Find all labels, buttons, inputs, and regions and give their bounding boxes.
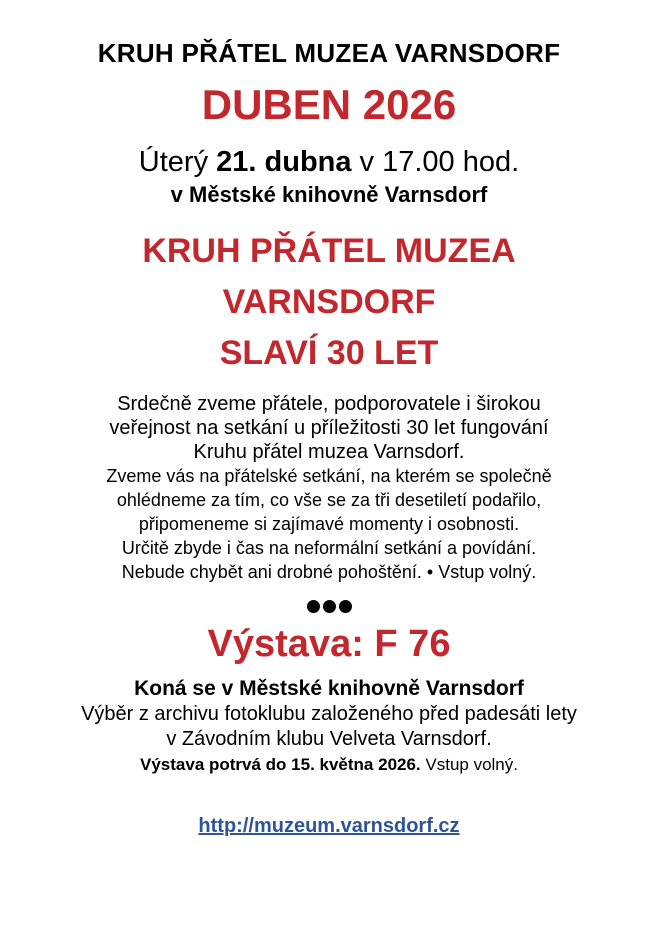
exhibition-dates bbox=[0, 754, 658, 776]
event-venue: v Městské knihovně Varnsdorf bbox=[170, 182, 488, 207]
event-details bbox=[0, 464, 658, 584]
details-line: připomeneme si zajímavé momenty i osobnosti. bbox=[138, 514, 520, 534]
headline-line: VARNSDORF bbox=[222, 283, 436, 321]
details-line: Nebude chybět ani drobné pohoštění. • Vstup volný. bbox=[121, 562, 537, 582]
exhibition-title: Výstava: F 76 bbox=[207, 623, 451, 665]
dot-icon bbox=[339, 600, 352, 613]
event-headline bbox=[0, 226, 658, 379]
organization-title: KRUH PŘÁTEL MUZEA VARNSDORF bbox=[97, 38, 561, 68]
details-line: Určitě zbyde i čas na neformální setkání a povídání. bbox=[121, 538, 537, 558]
headline-line: SLAVÍ 30 LET bbox=[219, 334, 439, 372]
description-line: v Závodním klubu Velveta Varnsdorf. bbox=[166, 728, 492, 750]
dot-icon bbox=[307, 600, 320, 613]
details-line: Zveme vás na přátelské setkání, na kterém se společně bbox=[106, 466, 552, 486]
event-day: Úterý bbox=[138, 146, 217, 178]
event-date bbox=[0, 145, 658, 179]
website-link[interactable]: http://muzeum.varnsdorf.cz bbox=[198, 815, 460, 837]
exhibition-entry: Vstup volný. bbox=[420, 755, 518, 774]
exhibition-end-date: Výstava potrvá do 15. května 2026. bbox=[140, 755, 421, 774]
intro-line: veřejnost na setkání u příležitosti 30 let fungování bbox=[109, 417, 549, 439]
description-line: Výběr z archivu fotoklubu založeného před padesáti lety bbox=[81, 703, 577, 725]
headline-line: KRUH PŘÁTEL MUZEA bbox=[142, 232, 516, 270]
exhibition-venue: Koná se v Městské knihovně Varnsdorf bbox=[134, 677, 524, 700]
event-date-bold: 21. dubna bbox=[216, 146, 352, 178]
three-dots-separator-icon bbox=[0, 596, 658, 616]
month-title: DUBEN 2026 bbox=[201, 81, 457, 128]
event-intro bbox=[0, 392, 658, 464]
intro-line: Srdečně zveme přátele, podporovatele i širokou bbox=[117, 393, 541, 415]
exhibition-description bbox=[0, 702, 658, 752]
event-time: v 17.00 hod. bbox=[351, 146, 520, 178]
details-line: ohlédneme za tím, co vše se za tři desetiletí podařilo, bbox=[116, 490, 542, 510]
dot-icon bbox=[323, 600, 336, 613]
intro-line: Kruhu přátel muzea Varnsdorf. bbox=[193, 441, 465, 463]
